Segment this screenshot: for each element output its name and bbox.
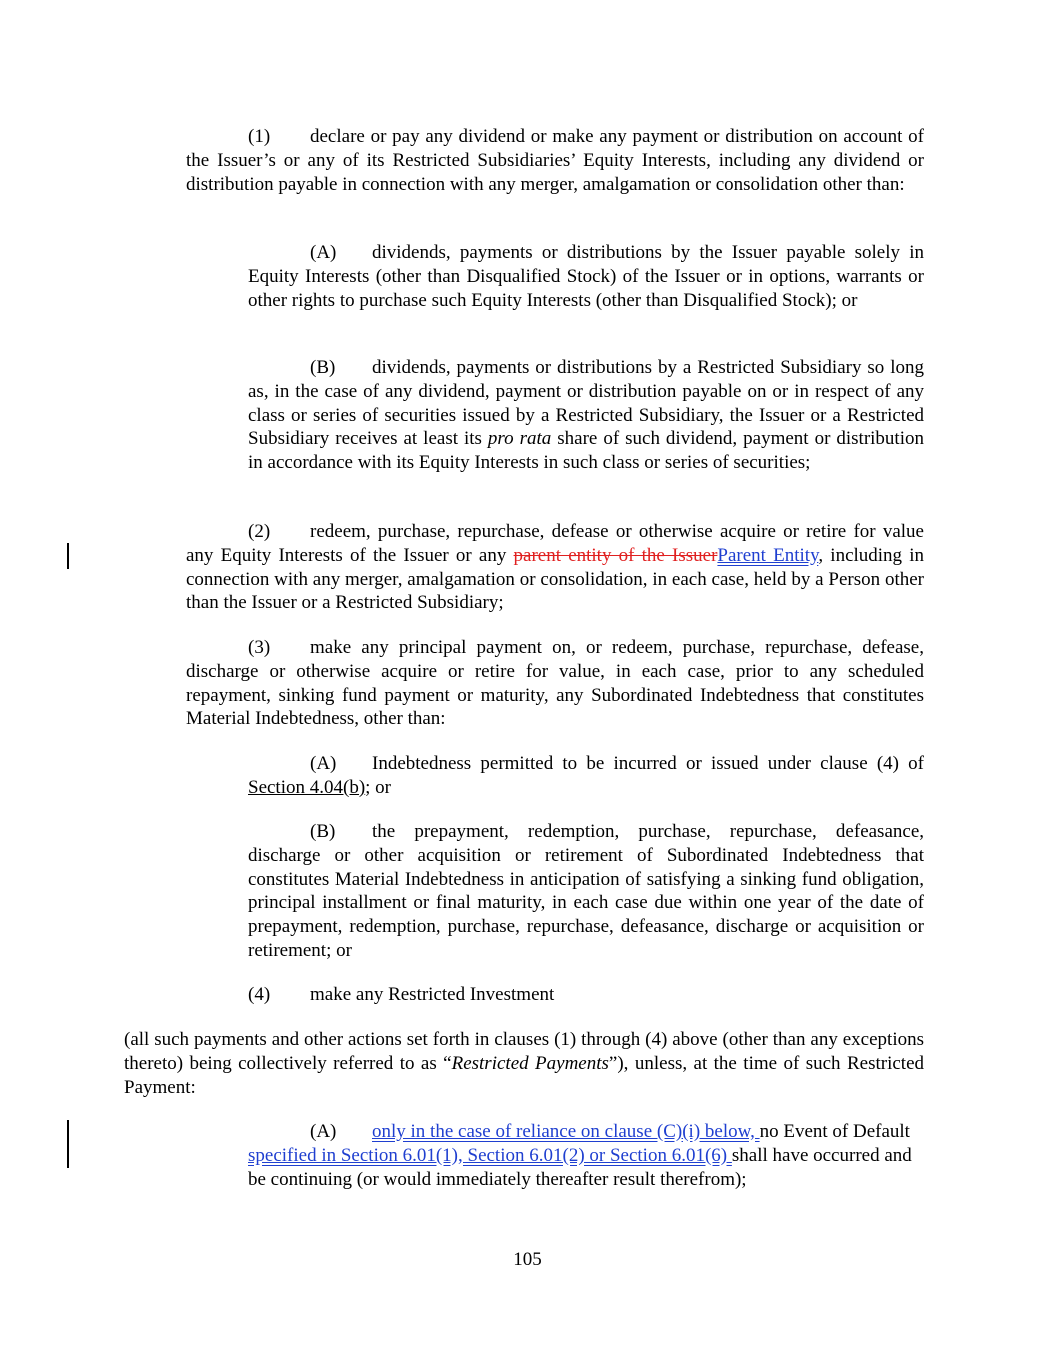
clause-1a: [248, 241, 924, 312]
clause-3a: [248, 752, 924, 800]
inserted-text: Parent Entity: [717, 544, 819, 566]
deleted-text: parent entity of the Issuer: [513, 544, 718, 566]
clause-label: (B): [310, 821, 336, 842]
clause-text: make any principal payment on, or redeem, purchase, repurchase, defease, discharge or otherwise acquire or retire for value, in each case, prior to any scheduled repayment, sinking fund payment or maturity, any Subordinated Indebtedness that constitutes Material Indebtedness, other than:: [186, 637, 924, 730]
page-number: 105: [513, 1249, 542, 1270]
summary-text: (all such payments and other actions set forth in clauses (1) through (4) above (other than any exceptions thereto) being collectively referred to as “: [124, 1029, 924, 1074]
clause-text: make any Restricted Investment: [310, 984, 555, 1005]
change-bar: [67, 1120, 69, 1168]
clause-label: (A): [310, 1121, 337, 1142]
inserted-text: only in the case of reliance on clause (C)(i) below,: [372, 1121, 760, 1142]
clause-text: the prepayment, redemption, purchase, repurchase, defeasance, discharge or other acquisition or retirement of Subordinated Indebtedness that constitutes Material Indebtedness in anticipation of satisfying a sinking fund obligation, principal installment or final maturity, in each case due within one year of the date of prepayment, redemption, purchase, repurchase, defeasance, discharge or acquisition or retirement; or: [248, 821, 924, 961]
clause-text: redeem, purchase, repurchase, defease or otherwise acquire or retire for value any Equity Interests of the Issuer or any: [186, 521, 924, 566]
condition-a: [248, 1120, 924, 1191]
clause-label: (1): [248, 126, 271, 147]
clause-text: dividends, payments or distributions by the Issuer payable solely in Equity Interests (other than Disqualified Stock) of the Issuer or in options, warrants or other rights to purchase such Equity Interests (other than Disqualified Stock); or: [248, 242, 924, 311]
clause-label: (B): [310, 357, 336, 378]
clause-text: shall have occurred and be continuing (or would immediately thereafter result therefrom);: [248, 1144, 912, 1190]
clause-text: declare or pay any dividend or make any payment or distribution on account of the Issuer’s or any of its Restricted Subsidiaries’ Equity Interests, including any dividend or distribution payable in connection with any merger, amalgamation or consolidation other than:: [186, 126, 924, 195]
defined-term: Restricted Payments: [451, 1052, 609, 1074]
clause-text: dividends, payments or distributions by a Restricted Subsidiary so long as, in the case of any dividend, payment or distribution payable on or in respect of any class or series of securities issued by a Restricted Subsidiary, the Issuer or a Restricted Subsidiary receives at least its: [248, 357, 924, 450]
clause-1: [186, 125, 924, 196]
clause-label: (4): [248, 984, 271, 1005]
clause-label: (3): [248, 637, 271, 658]
clause-3: [186, 636, 924, 731]
change-bar: [67, 543, 69, 569]
clause-1b: [248, 356, 924, 475]
clause-text: share of such dividend, payment or distribution in accordance with its Equity Interests in such class or series of securities;: [248, 428, 924, 474]
clause-text: Indebtedness permitted to be incurred or issued under clause (4) of: [372, 753, 924, 774]
clause-label: (2): [248, 521, 271, 542]
summary-text: ”), unless, at the time of such Restricted Payment:: [124, 1052, 924, 1098]
summary-paragraph: [124, 1028, 924, 1099]
clause-label: (A): [310, 753, 337, 774]
clause-text: no Event of Default: [759, 1121, 910, 1142]
italic-term: pro rata: [487, 428, 552, 450]
clause-2: [186, 520, 924, 615]
clause-4: [186, 983, 924, 1007]
clause-text: ; or: [365, 776, 392, 798]
inserted-text: specified in Section 6.01(1), Section 6.01(2) or Section 6.01(6): [248, 1144, 732, 1166]
section-link[interactable]: Section 4.04(b): [248, 776, 366, 798]
clause-label: (A): [310, 242, 337, 263]
clause-text: , including in connection with any merger, amalgamation or consolidation, in each case, held by a Person other than the Issuer or a Restricted Subsidiary;: [186, 544, 925, 614]
clause-3b: [248, 820, 924, 963]
